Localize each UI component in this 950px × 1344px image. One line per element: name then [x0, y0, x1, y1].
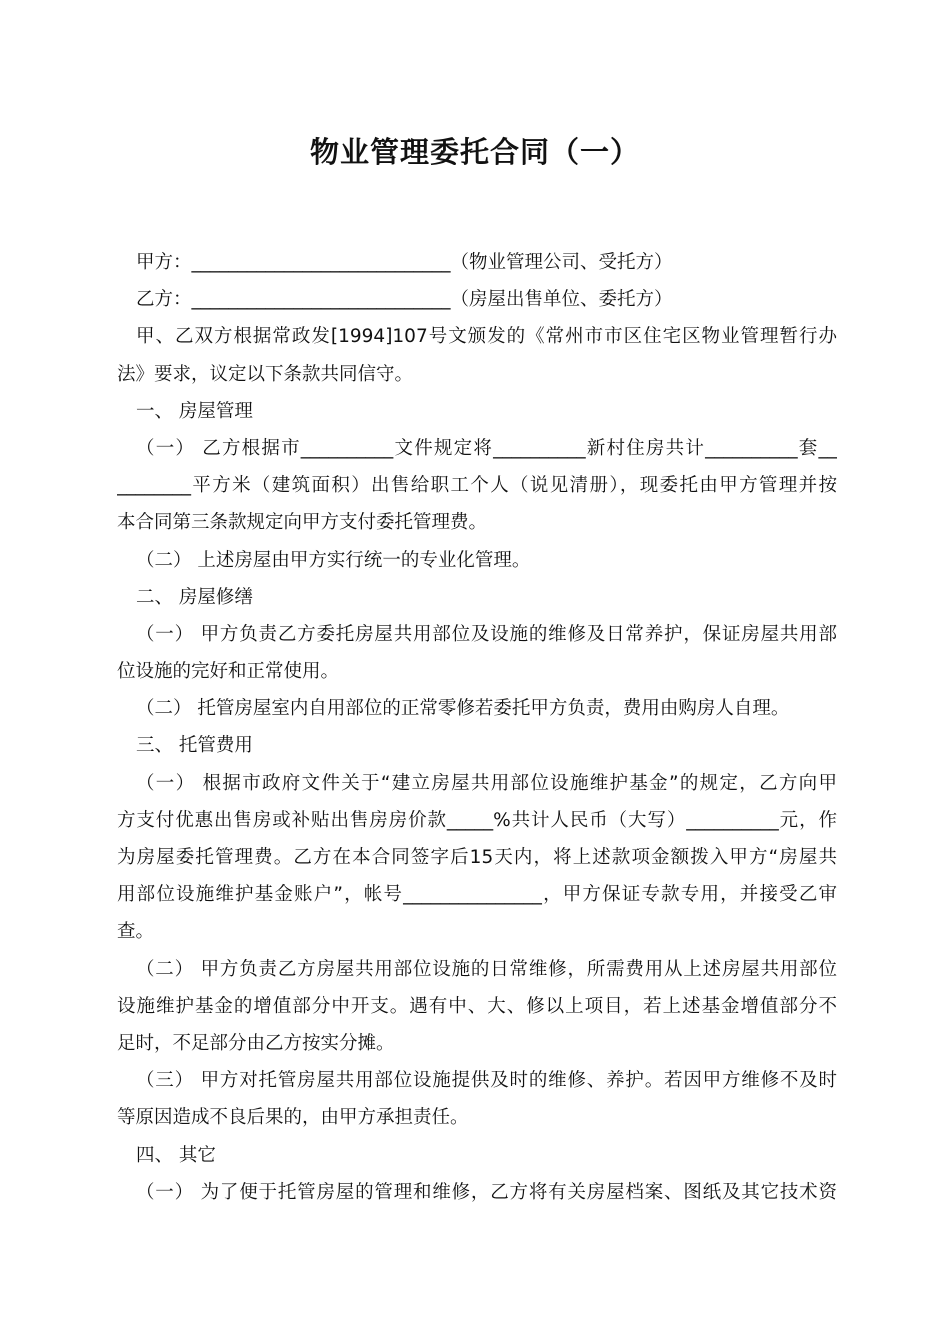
section-heading: 四、 其它	[136, 1144, 216, 1166]
party-a-line: 甲方：____________________________（物业管理公司、受托方）	[136, 252, 673, 273]
clause-line: 位设施的完好和正常使用。	[117, 661, 340, 683]
clause-line: 用部位设施维护基金账户”，帐号_______________，甲方保证专款专用，并接受乙审	[117, 884, 837, 906]
clause-line: 方支付优惠出售房或补贴出售房房价款_____%共计人民币（大写）__________元，作	[117, 809, 837, 831]
party-b-line: 乙方：____________________________（房屋出售单位、委托方）	[136, 289, 673, 311]
clause-line: 设施维护基金的增值部分中开支。遇有中、大、修以上项目，若上述基金增值部分不	[117, 995, 837, 1017]
clause-line: 查。	[117, 921, 155, 943]
document-body	[117, 244, 837, 1211]
clause-line: 为房屋委托管理费。乙方在本合同签字后15天内，将上述款项金额拨入甲方“房屋共	[117, 847, 837, 868]
clause-line: （二） 托管房屋室内自用部位的正常零修若委托甲方负责，费用由购房人自理。	[136, 698, 790, 720]
clause-line: 本合同第三条款规定向甲方支付委托管理费。	[117, 512, 488, 534]
clause-line: （一） 乙方根据市__________文件规定将__________新村住房共计__________套__	[136, 437, 837, 459]
clause-line: 足时，不足部分由乙方按实分摊。	[117, 1032, 395, 1054]
section-heading: 一、 房屋管理	[136, 400, 253, 422]
preamble-line: 法》要求，议定以下条款共同信守。	[117, 363, 414, 385]
section-heading: 二、 房屋修缮	[136, 586, 253, 608]
clause-line: 等原因造成不良后果的，由甲方承担责任。	[117, 1107, 469, 1129]
clause-line: （二） 甲方负责乙方房屋共用部位设施的日常维修，所需费用从上述房屋共用部位	[136, 958, 837, 980]
section-heading: 三、 托管费用	[136, 735, 253, 757]
preamble-line: 甲、乙双方根据常政发[1994]107号文颁发的《常州市市区住宅区物业管理暂行办	[136, 326, 837, 348]
clause-line: （一） 根据市政府文件关于“建立房屋共用部位设施维护基金”的规定，乙方向甲	[136, 772, 837, 794]
clause-line: （一） 为了便于托管房屋的管理和维修，乙方将有关房屋档案、图纸及其它技术资	[136, 1181, 837, 1203]
clause-line: （一） 甲方负责乙方委托房屋共用部位及设施的维修及日常养护，保证房屋共用部	[136, 623, 837, 645]
clause-line: （二） 上述房屋由甲方实行统一的专业化管理。	[136, 549, 531, 571]
clause-line: ________平方米（建筑面积）出售给职工个人（说见清册），现委托由甲方管理并按	[117, 475, 837, 497]
clause-line: （三） 甲方对托管房屋共用部位设施提供及时的维修、养护。若因甲方维修不及时	[136, 1070, 837, 1092]
document-title: 物业管理委托合同（一）	[309, 135, 640, 169]
